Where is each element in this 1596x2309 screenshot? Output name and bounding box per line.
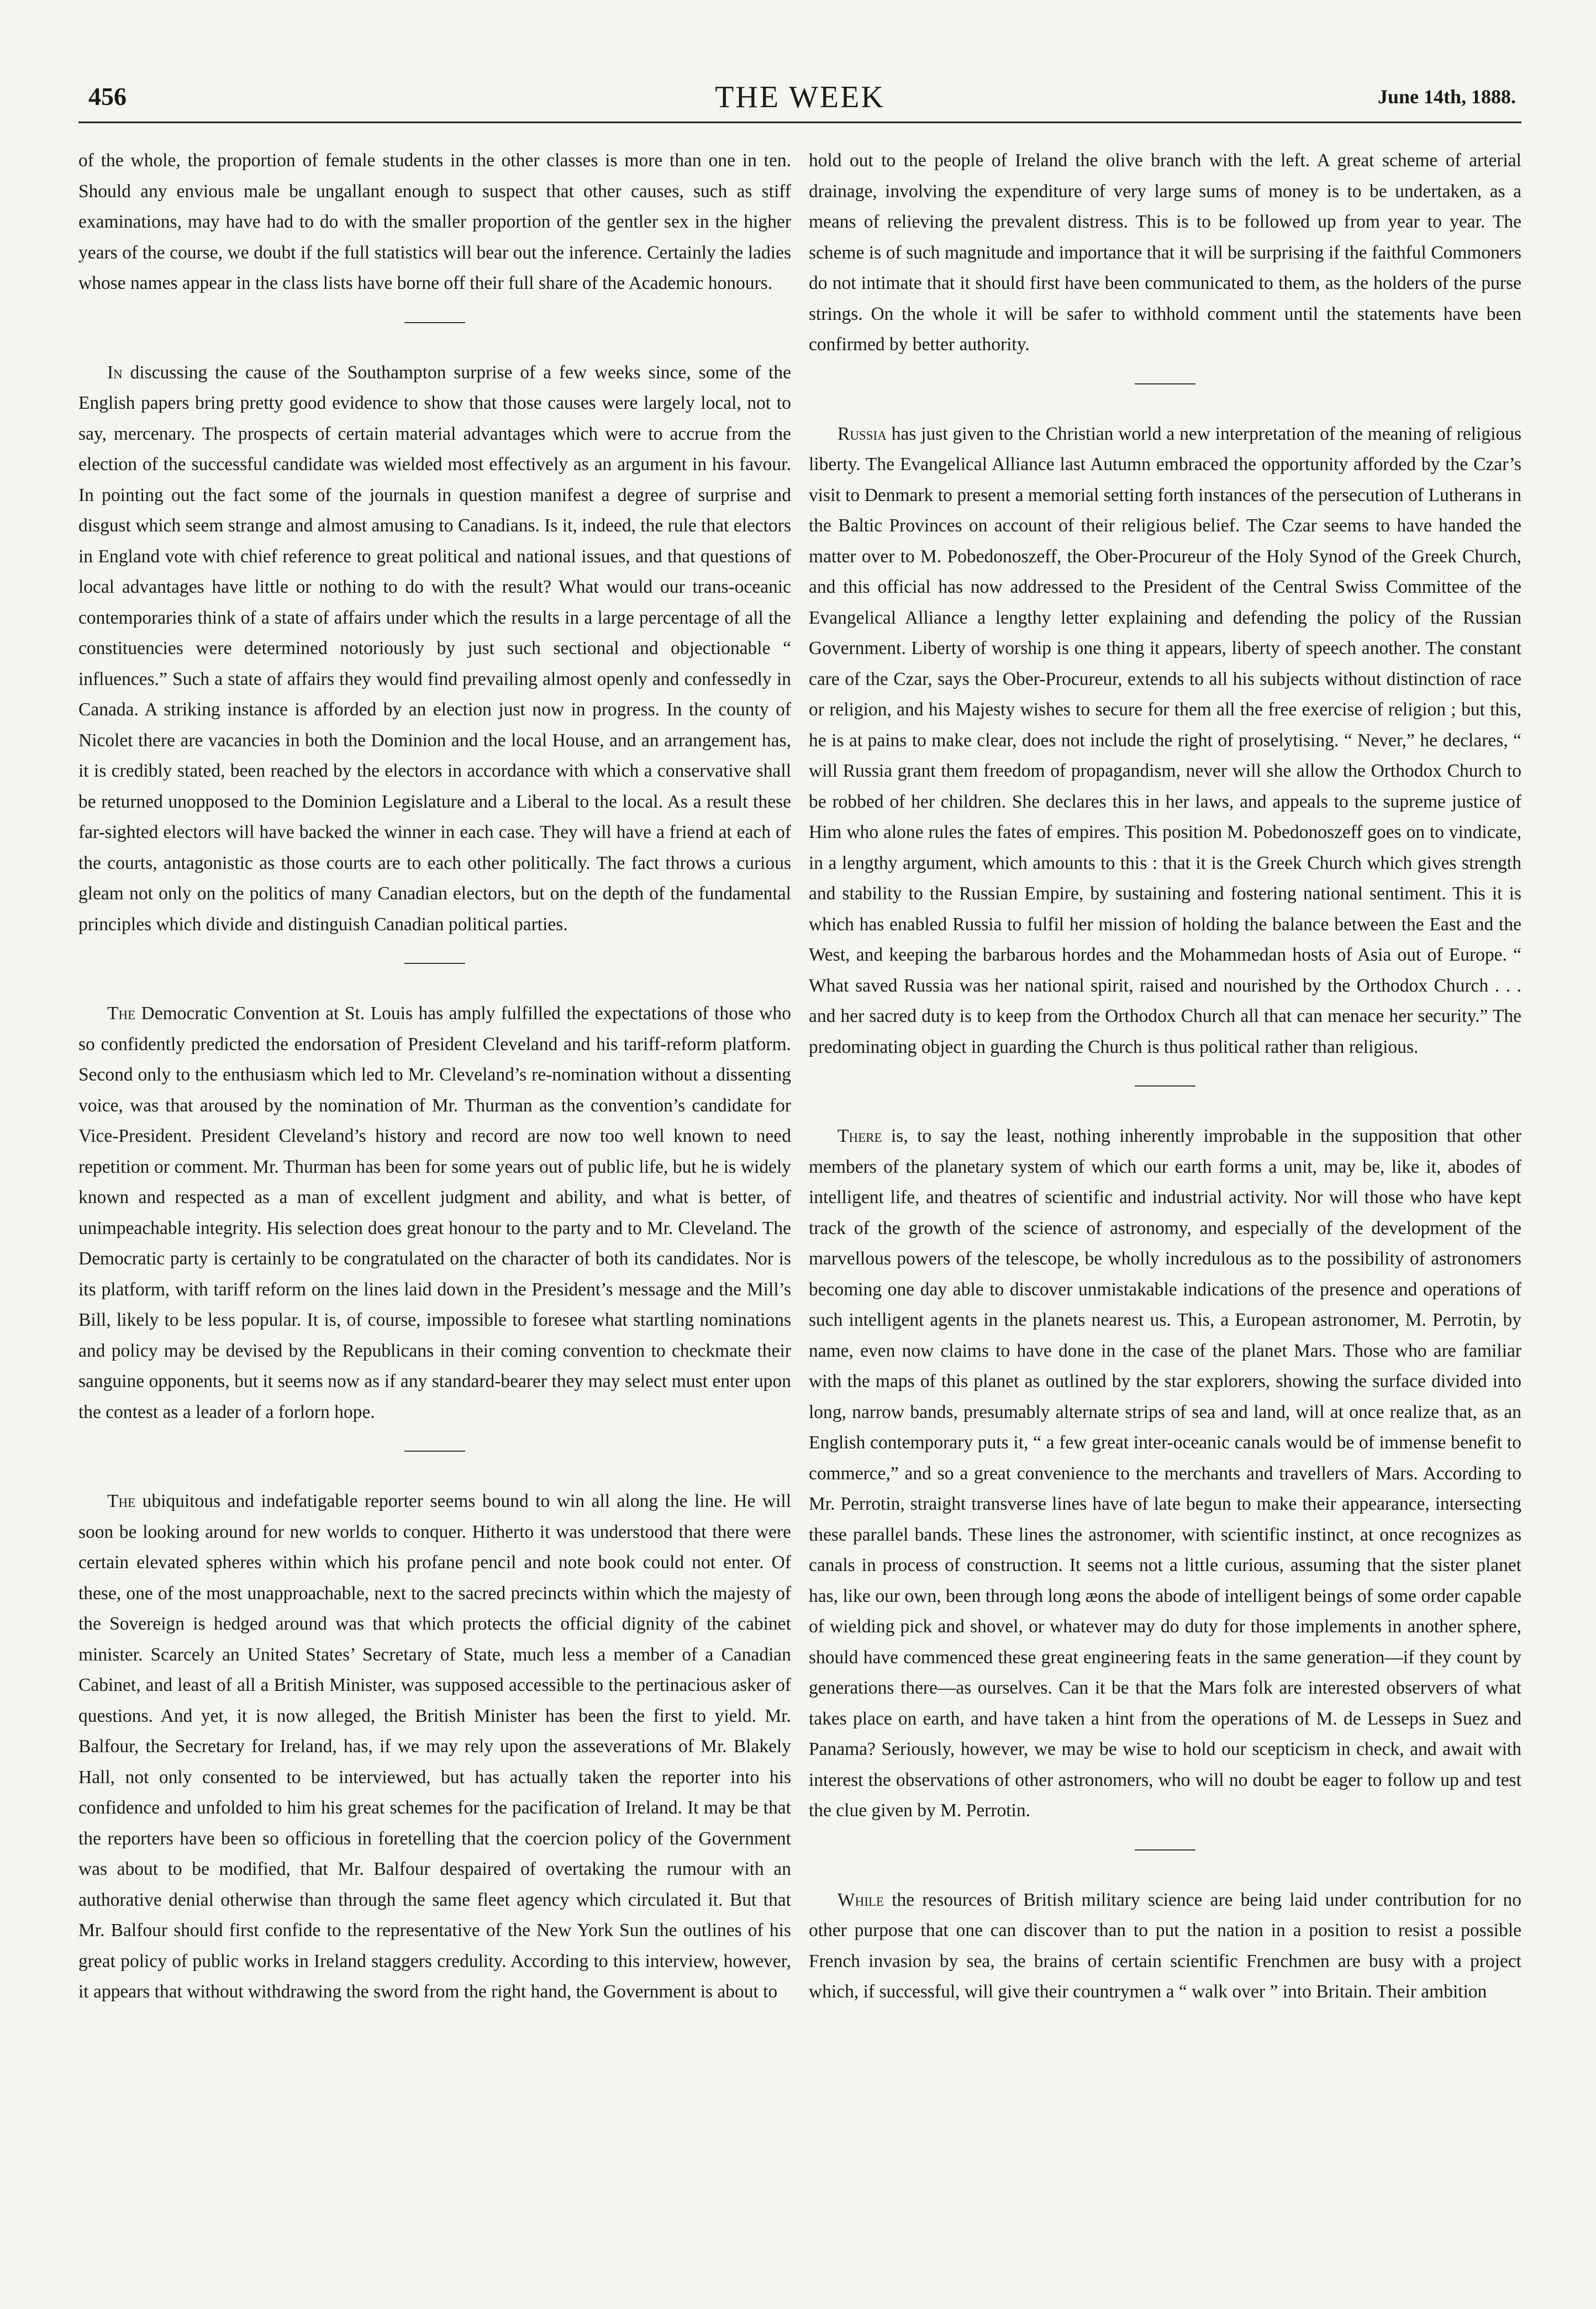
lead-word: There bbox=[837, 1126, 882, 1146]
lead-word: The bbox=[107, 1491, 136, 1511]
lead-word: Russia bbox=[837, 423, 887, 444]
section-divider bbox=[1135, 1085, 1195, 1087]
article-paragraph: There is, to say the least, nothing inherently improbable in the supposition that other members of the planetary system of which our earth forms a unit, may be, like it, abodes of intelligent life, and theatres of scientific and industrial activity. Nor will those who have kept track of the growth of the science of astronomy, and especially of the development of the marvellous powers of the telescope, be wholly incredulous as to the possibility of astronomers becoming one day able to discover unmistakable indications of the presence and operations of such intelligent agents in the planets nearest us. This, a European astronomer, M. Perrotin, by name, even now claims to have done in the case of the planet Mars. Those who are familiar with the maps of this planet as outlined by the star explorers, showing the surface divided into long, narrow bands, presumably alternate strips of sea and land, will at once realize that, as an English contemporary puts it, “ a few great inter-oceanic canals would be of immense benefit to commerce,” and so a great convenience to the merchants and travellers of Mars. According to Mr. Perrotin, straight transverse lines have of late begun to make their appearance, intersecting these parallel bands. These lines the astronomer, with scientific instinct, at once recognizes as canals in process of construction. It seems not a little curious, assuming that the sister planet has, like our own, been through long æons the abode of intelligent beings of some order capable of wielding pick and shovel, or whatever may do duty for those implements in another sphere, should have commenced these great engineering feats in the same generation—if they count by generations there—as ourselves. Can it be that the Mars folk are interested observers of what takes place on earth, and have taken a hint from the operations of M. de Lesseps in Suez and Panama? Seriously, however, we may be wise to hold our scepticism in check, and await with interest the observations of other astronomers, who will no doubt be eager to follow up and test the clue given by M. Perrotin. bbox=[809, 1126, 1521, 1821]
article-paragraph: of the whole, the proportion of female students in the other classes is more than one in ten. Should any envious male be ungallant enough to suspect that other causes, such as stiff examinations, may have had to do with the smaller proportion of the gentler sex in the higher years of the course, we doubt if the full statistics will bear out the inference. Certainly the ladies whose names appear in the class lists have borne off their full share of the Academic honours. bbox=[78, 150, 791, 293]
masthead-title: THE WEEK bbox=[715, 80, 885, 114]
page-header bbox=[78, 77, 1521, 123]
section-divider bbox=[1135, 383, 1195, 384]
issue-date: June 14th, 1888. bbox=[1377, 86, 1516, 108]
left-column bbox=[78, 145, 791, 2007]
article-paragraph: While the resources of British military science are being laid under contribution for no other purpose that one can discover than to put the nation in a position to resist a possible French invasion by sea, the brains of certain scientific Frenchmen are busy with a project which, if successful, will give their countrymen a “ walk over ” into Britain. Their ambition bbox=[809, 1889, 1521, 2002]
page-number: 456 bbox=[88, 82, 127, 110]
article-paragraph: hold out to the people of Ireland the olive branch with the left. A great scheme of arterial drainage, involving the expenditure of very large sums of money is to be undertaken, as a means of relieving the prevalent distress. This is to be followed up from year to year. The scheme is of such magnitude and importance that it will be surprising if the faithful Commoners do not intimate that it should first have been communicated to them, as the holders of the purse strings. On the whole it will be safer to withhold comment until the statements have been confirmed by better authority. bbox=[809, 150, 1521, 355]
lead-word: The bbox=[107, 1003, 136, 1024]
article-paragraph: Russia has just given to the Christian world a new interpretation of the meaning of religious liberty. The Evangelical Alliance last Autumn embraced the opportunity afforded by the Czar’s visit to Denmark to present a memorial setting forth instances of the persecution of Lutherans in the Baltic Provinces on account of their religious belief. The Czar seems to have handed the matter over to M. Pobedonoszeff, the Ober-Procureur of the Holy Synod of the Greek Church, and this official has now addressed to the President of the Central Swiss Committee of the Evangelical Alliance a lengthy letter explaining and defending the policy of the Russian Government. Liberty of worship is one thing it appears, liberty of speech another. The constant care of the Czar, says the Ober-Procureur, extends to all his subjects without distinction of race or religion, and his Majesty wishes to secure for them all the free exercise of religion ; but this, he is at pains to make clear, does not include the right of proselytising. “ Never,” he declares, “ will Russia grant them freedom of propagandism, never will she allow the Orthodox Church to be robbed of her children. She declares this in her laws, and appeals to the supreme justice of Him who alone rules the fates of empires. This position M. Pobedonoszeff goes on to vindicate, in a lengthy argument, which amounts to this : that it is the Greek Church which gives strength and stability to the Russian Empire, by sustaining and fostering national sentiment. This it is which has enabled Russia to fulfil her mission of holding the balance between the East and the West, and keeping the barbarous hordes and the Mohammedan hosts of Asia out of Europe. “ What saved Russia was her national spirit, raised and nourished by the Orthodox Church . . . and her sacred duty is to keep from the Orthodox Church all that can menace her security.” The predominating object in guarding the Church is thus political rather than religious. bbox=[809, 423, 1521, 1057]
article-paragraph: The ubiquitous and indefatigable reporter seems bound to win all along the line. He will soon be looking around for new worlds to conquer. Hitherto it was understood that there were certain elevated spheres within which his profane pencil and note book could not enter. Of these, one of the most unapproachable, next to the sacred precincts within which the majesty of the Sovereign is hedged around was that which protects the official dignity of the cabinet minister. Scarcely an United States’ Secretary of State, much less a member of a Canadian Cabinet, and least of all a British Minister, was supposed accessible to the pertinacious asker of questions. And yet, it is now alleged, the British Minister has been the first to yield. Mr. Balfour, the Secretary for Ireland, has, if we may rely upon the asseverations of Mr. Blakely Hall, not only consented to be interviewed, but has actually taken the reporter into his confidence and unfolded to him his great schemes for the pacification of Ireland. It may be that the reporters have been so officious in foretelling that the coercion policy of the Government was about to be modified, that Mr. Balfour despaired of overtaking the rumour with an authorative denial otherwise than through the same fleet agency which circulated it. But that Mr. Balfour should first confide to the representative of the New York Sun the outlines of his great policy of public works in Ireland staggers credulity. According to this interview, however, it appears that without withdrawing the sword from the right hand, the Government is about to bbox=[78, 1491, 791, 2002]
text-columns bbox=[78, 145, 1521, 2007]
lead-word: In bbox=[107, 362, 123, 383]
lead-word: While bbox=[837, 1889, 884, 1910]
right-column bbox=[809, 145, 1521, 2007]
section-divider bbox=[404, 322, 465, 323]
section-divider bbox=[404, 1451, 465, 1452]
article-paragraph: In discussing the cause of the Southampton surprise of a few weeks since, some of the English papers bring pretty good evidence to show that those causes were largely local, not to say, mercenary. The prospects of certain material advantages which were to accrue from the election of the successful candidate was wielded most effectively as an argument in his favour. In pointing out the fact some of the journals in question manifest a degree of surprise and disgust which seem strange and almost amusing to Canadians. Is it, indeed, the rule that electors in England vote with chief reference to great political and national issues, and that questions of local advantages have little or nothing to do with the result? What would our trans-oceanic contemporaries think of a state of affairs under which the results in a large percentage of all the constituencies were determined notoriously by just such sectional and objectionable “ influences.” Such a state of affairs they would find prevailing almost openly and confessedly in Canada. A striking instance is afforded by an election just now in progress. In the county of Nicolet there are vacancies in both the Dominion and the local House, and an arrangement has, it is credibly stated, been reached by the electors in accordance with which a conservative shall be returned unopposed to the Dominion Legislature and a Liberal to the local. As a result these far-sighted electors will have backed the winner in each case. They will have a friend at each of the courts, antagonistic as those courts are to each other politically. The fact throws a curious gleam not only on the politics of many Canadian electors, but on the depth of the fundamental principles which divide and distinguish Canadian political parties. bbox=[78, 362, 791, 935]
section-divider bbox=[404, 963, 465, 964]
article-paragraph: The Democratic Convention at St. Louis has amply fulfilled the expectations of those who so confidently predicted the endorsation of President Cleveland and his tariff-reform platform. Second only to the enthusiasm which led to Mr. Cleveland’s re-nomination without a dissenting voice, was that aroused by the nomination of Mr. Thurman as the convention’s candidate for Vice-President. President Cleveland’s history and record are now too well known to need repetition or comment. Mr. Thurman has been for some years out of public life, but he is widely known and respected as a man of excellent judgment and ability, and what is better, of unimpeachable integrity. His selection does great honour to the party and to Mr. Cleveland. The Democratic party is certainly to be congratulated on the character of both its candidates. Nor is its platform, with tariff reform on the lines laid down in the President’s message and the Mill’s Bill, likely to be less popular. It is, of course, impossible to foresee what startling nominations and policy may be devised by the Republicans in their coming convention to checkmate their sanguine opponents, but it seems now as if any standard-bearer they may select must enter upon the contest as a leader of a forlorn hope. bbox=[78, 1003, 791, 1422]
section-divider bbox=[1135, 1849, 1195, 1851]
